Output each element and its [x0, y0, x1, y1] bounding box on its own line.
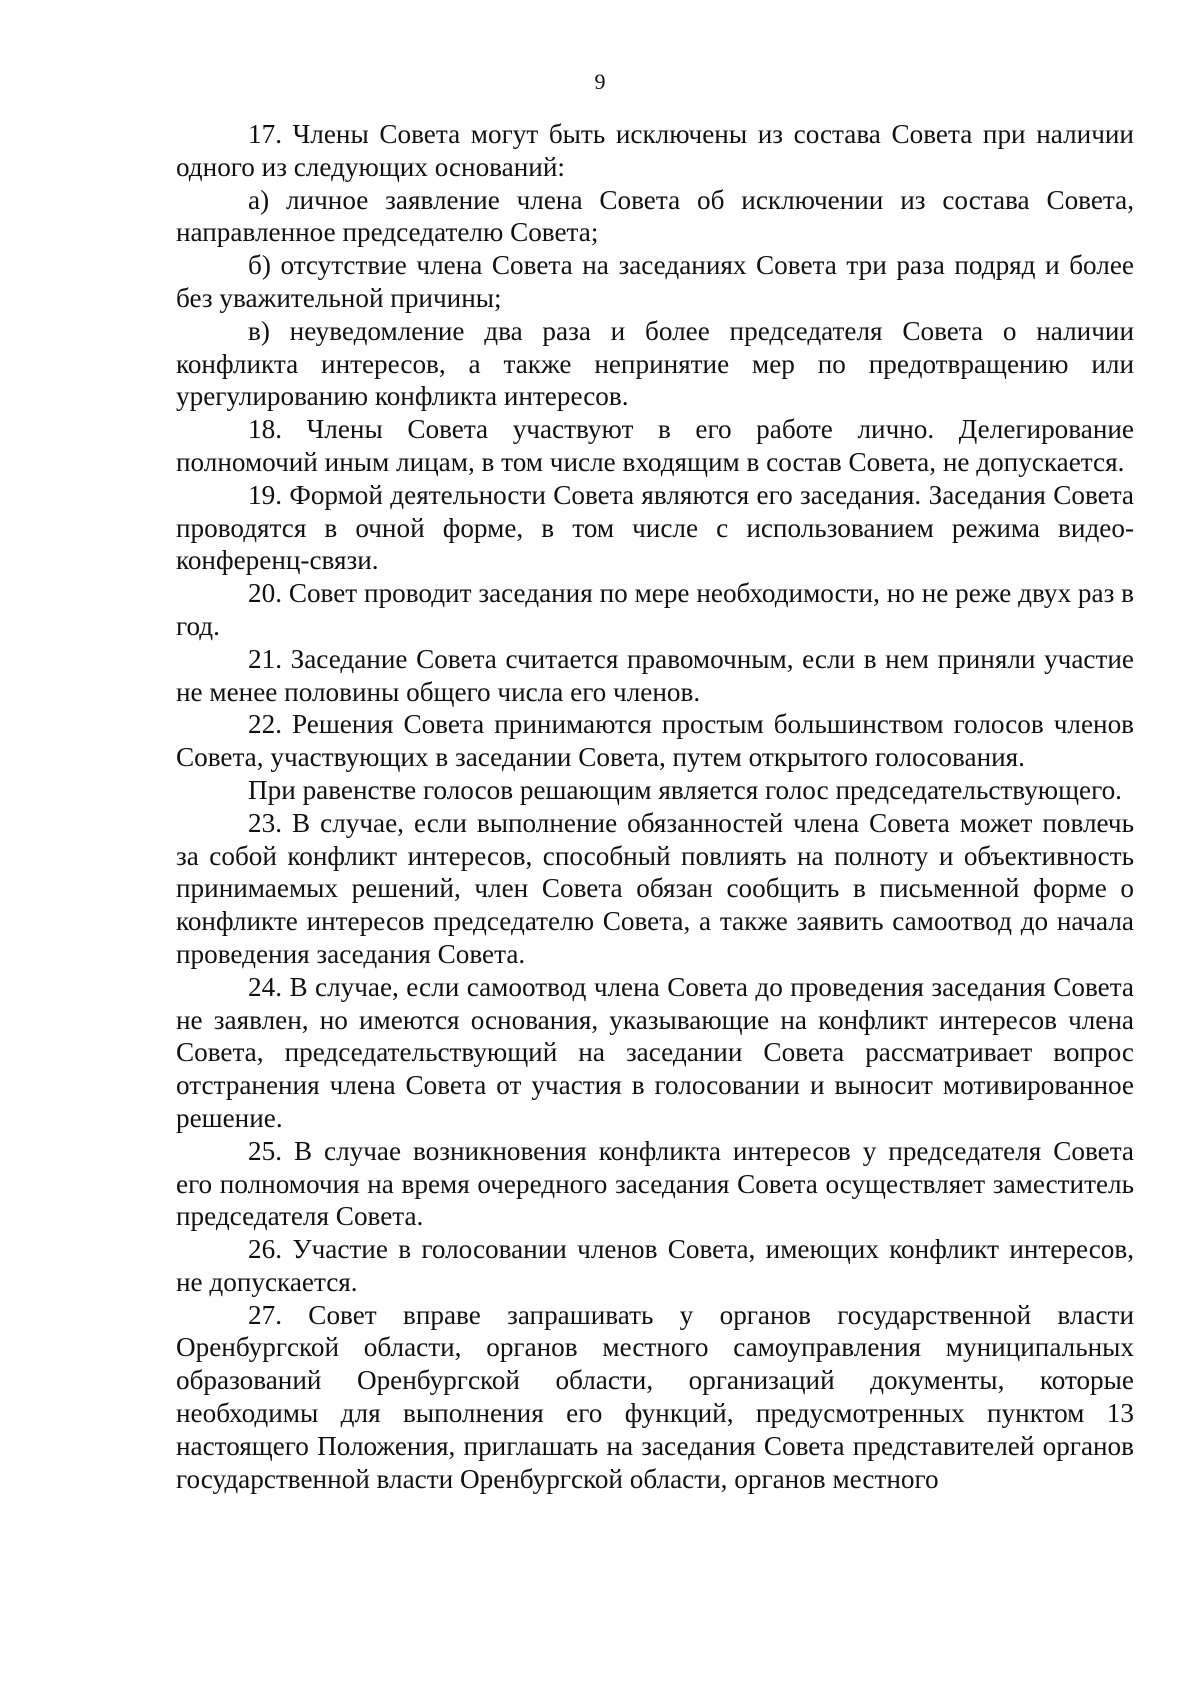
document-body: [176, 118, 1134, 1495]
paragraph-17-b: б) отсутствие члена Совета на заседаниях Совета три раза подряд и более без уважительной причины;: [176, 250, 1134, 313]
paragraph-18: 18. Члены Совета участвуют в его работе лично. Делегирование полномочий иным лицам, в том числе входящим в состав Совета, не допускается.: [176, 414, 1134, 477]
paragraph-24: 24. В случае, если самоотвод члена Совета до проведения заседания Совета не заявлен, но имеются основания, указывающие на конфликт интересов члена Совета, председательствующий на заседании Совета рассматривает вопрос отстранения члена Совета от участия в голосовании и выносит мотивированное решение.: [176, 971, 1134, 1133]
paragraph-21: 21. Заседание Совета считается правомочным, если в нем приняли участие не менее половины общего числа его членов.: [176, 643, 1134, 707]
paragraph-17-a: а) личное заявление члена Совета об исключении из состава Совета, направленное председателю Совета;: [176, 184, 1134, 248]
paragraph-26: 26. Участие в голосовании членов Совета, имеющих конфликт интересов, не допускается.: [176, 1234, 1134, 1297]
page-number: 9: [594, 69, 606, 94]
paragraph-20: 20. Совет проводит заседания по мере необходимости, но не реже двух раз в год.: [176, 578, 1134, 641]
paragraph-25: 25. В случае возникновения конфликта интересов у председателя Совета его полномочия на время очередного заседания Совета осуществляет заместитель председателя Совета.: [176, 1135, 1134, 1232]
paragraph-17-v: в) неуведомление два раза и более председателя Совета о наличии конфликта интересов, а также непринятие мер по предотвращению или урегулированию конфликта интересов.: [176, 315, 1134, 412]
paragraph-22: 22. Решения Совета принимаются простым большинством голосов членов Совета, участвующих в заседании Совета, путем открытого голосования.: [176, 709, 1134, 773]
paragraph-23: 23. В случае, если выполнение обязанностей члена Совета может повлечь за собой конфликт интересов, способный повлиять на полноту и объективность принимаемых решений, член Совета обязан сообщить в письменной форме о конфликте интересов председателю Совета, а также заявить самоотвод до начала проведения заседания Совета.: [176, 807, 1134, 969]
paragraph-27: 27. Совет вправе запрашивать у органов государственной власти Оренбургской области, органов местного самоуправления муниципальных образований Оренбургской области, организаций документы, которые необходимы для выполнения его функций, предусмотренных пунктом 13 настоящего Положения, приглашать на заседания Совета представителей органов государственной власти Оренбургской области, органов местного: [176, 1299, 1134, 1494]
paragraph-17: 17. Члены Совета могут быть исключены из состава Совета при наличии одного из следующих оснований:: [176, 119, 1134, 182]
paragraph-19: 19. Формой деятельности Совета являются его заседания. Заседания Совета проводятся в очной форме, в том числе с использованием режима видео-конференц-связи.: [176, 479, 1134, 576]
paragraph-22-tie-rule: При равенстве голосов решающим является голос председательствующего.: [248, 774, 1122, 805]
